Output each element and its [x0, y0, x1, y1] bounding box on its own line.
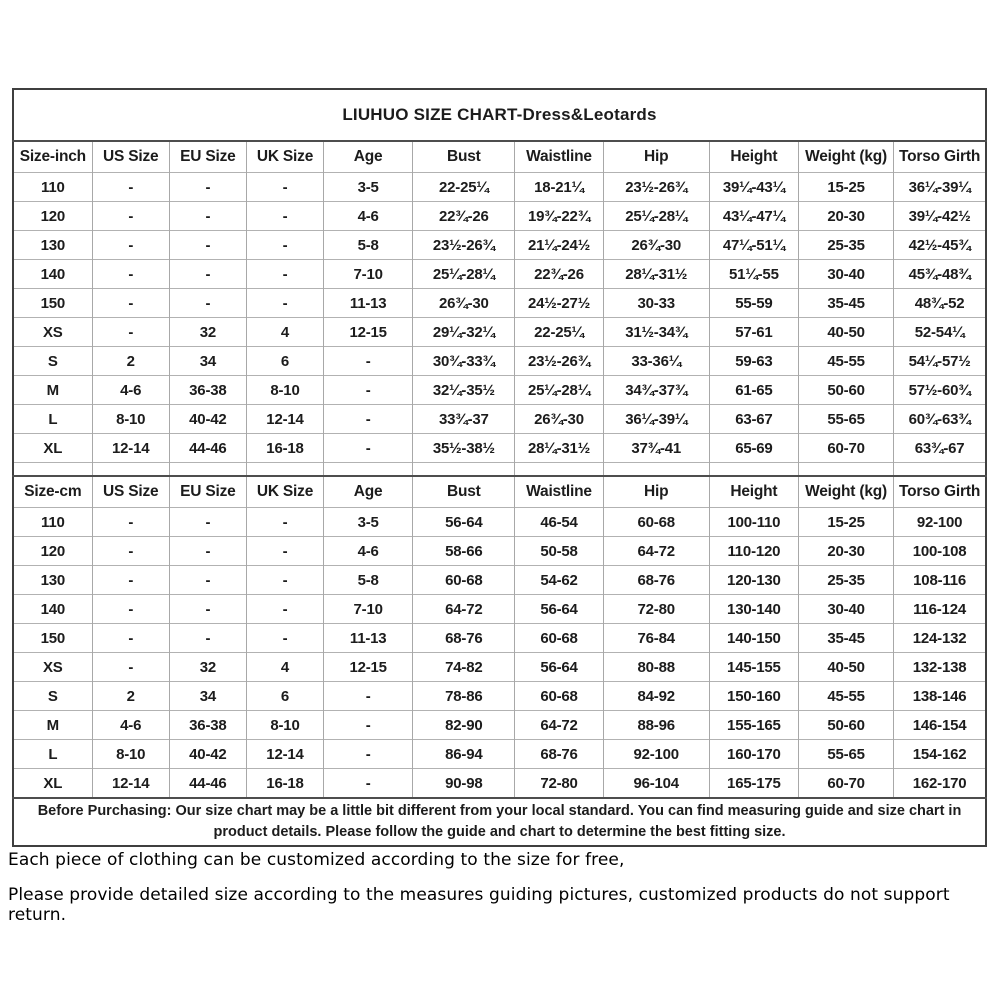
- measurement-cell: 54¼-57½: [894, 347, 986, 376]
- measurement-cell: 26¾-30: [603, 231, 709, 260]
- measurement-cell: 68-76: [515, 740, 603, 769]
- measurement-cell: 23½-26¾: [413, 231, 515, 260]
- measurement-cell: -: [92, 318, 169, 347]
- measurement-cell: 30-40: [798, 260, 893, 289]
- measurement-cell: 50-60: [798, 376, 893, 405]
- size-label-cell: XS: [13, 318, 92, 347]
- measurement-cell: 33¾-37: [413, 405, 515, 434]
- measurement-cell: 120-130: [709, 566, 798, 595]
- measurement-cell: 8-10: [92, 405, 169, 434]
- table-row: [13, 769, 986, 799]
- size-label-cell: L: [13, 740, 92, 769]
- measurement-cell: -: [324, 347, 413, 376]
- column-header-cm: Waistline: [515, 476, 603, 508]
- measurement-cell: 61-65: [709, 376, 798, 405]
- measurement-cell: 25¼-28¼: [515, 376, 603, 405]
- measurement-cell: 52-54¼: [894, 318, 986, 347]
- measurement-cell: 7-10: [324, 260, 413, 289]
- measurement-cell: 8-10: [92, 740, 169, 769]
- measurement-cell: 140-150: [709, 624, 798, 653]
- measurement-cell: 8-10: [246, 711, 323, 740]
- table-row: [13, 173, 986, 202]
- measurement-cell: 3-5: [324, 508, 413, 537]
- measurement-cell: -: [324, 682, 413, 711]
- measurement-cell: 116-124: [894, 595, 986, 624]
- column-header-inch: Waistline: [515, 141, 603, 173]
- table-row: [13, 476, 986, 508]
- measurement-cell: 34: [169, 682, 246, 711]
- measurement-cell: 3-5: [324, 173, 413, 202]
- table-row: [13, 231, 986, 260]
- column-header-cm: Weight (kg): [798, 476, 893, 508]
- measurement-cell: -: [246, 289, 323, 318]
- size-label-cell: 120: [13, 537, 92, 566]
- size-label-cell: 130: [13, 231, 92, 260]
- measurement-cell: -: [169, 624, 246, 653]
- measurement-cell: -: [246, 624, 323, 653]
- measurement-cell: -: [324, 376, 413, 405]
- measurement-cell: -: [169, 289, 246, 318]
- column-header-inch: EU Size: [169, 141, 246, 173]
- measurement-cell: -: [246, 537, 323, 566]
- measurement-cell: 40-50: [798, 318, 893, 347]
- measurement-cell: 2: [92, 347, 169, 376]
- measurement-cell: 60-68: [413, 566, 515, 595]
- table-row: [13, 463, 986, 477]
- table-row: [13, 711, 986, 740]
- spacer-cell: [709, 463, 798, 477]
- measurement-cell: -: [92, 595, 169, 624]
- measurement-cell: 12-14: [92, 769, 169, 799]
- measurement-cell: 63-67: [709, 405, 798, 434]
- spacer-cell: [92, 463, 169, 477]
- measurement-cell: -: [169, 202, 246, 231]
- measurement-cell: 6: [246, 682, 323, 711]
- measurement-cell: -: [324, 740, 413, 769]
- measurement-cell: -: [169, 566, 246, 595]
- measurement-cell: 92-100: [603, 740, 709, 769]
- measurement-cell: 50-58: [515, 537, 603, 566]
- measurement-cell: 68-76: [413, 624, 515, 653]
- measurement-cell: 36¼-39¼: [603, 405, 709, 434]
- measurement-cell: 60¾-63¾: [894, 405, 986, 434]
- measurement-cell: -: [169, 231, 246, 260]
- size-chart-table: [12, 88, 987, 847]
- measurement-cell: -: [169, 595, 246, 624]
- measurement-cell: 60-68: [515, 682, 603, 711]
- measurement-cell: 42½-45¾: [894, 231, 986, 260]
- measurement-cell: 138-146: [894, 682, 986, 711]
- spacer-cell: [515, 463, 603, 477]
- size-label-cell: 130: [13, 566, 92, 595]
- measurement-cell: -: [246, 202, 323, 231]
- spacer-cell: [798, 463, 893, 477]
- size-label-cell: M: [13, 711, 92, 740]
- measurement-cell: 145-155: [709, 653, 798, 682]
- measurement-cell: 40-42: [169, 405, 246, 434]
- table-row: [13, 405, 986, 434]
- measurement-cell: 154-162: [894, 740, 986, 769]
- measurement-cell: -: [324, 405, 413, 434]
- measurement-cell: 24½-27½: [515, 289, 603, 318]
- measurement-cell: -: [92, 508, 169, 537]
- measurement-cell: 21¼-24½: [515, 231, 603, 260]
- measurement-cell: 25-35: [798, 231, 893, 260]
- spacer-cell: [413, 463, 515, 477]
- measurement-cell: 25¼-28¼: [603, 202, 709, 231]
- measurement-cell: 44-46: [169, 434, 246, 463]
- measurement-cell: -: [92, 173, 169, 202]
- measurement-cell: 64-72: [515, 711, 603, 740]
- measurement-cell: 22¾-26: [413, 202, 515, 231]
- before-purchasing-note: Before Purchasing: Our size chart may be a little bit different from your local standard. You can find measuring guide and size chart in product details. Please follow the guide and chart to determine the best fitting size.: [13, 798, 986, 846]
- table-row: [13, 141, 986, 173]
- measurement-cell: -: [92, 566, 169, 595]
- spacer-cell: [169, 463, 246, 477]
- column-header-inch: Torso Girth: [894, 141, 986, 173]
- measurement-cell: 74-82: [413, 653, 515, 682]
- measurement-cell: 43¼-47¼: [709, 202, 798, 231]
- measurement-cell: 78-86: [413, 682, 515, 711]
- measurement-cell: 45-55: [798, 682, 893, 711]
- measurement-cell: 50-60: [798, 711, 893, 740]
- size-label-cell: 150: [13, 289, 92, 318]
- measurement-cell: -: [324, 434, 413, 463]
- measurement-cell: 80-88: [603, 653, 709, 682]
- measurement-cell: 76-84: [603, 624, 709, 653]
- measurement-cell: 4-6: [324, 202, 413, 231]
- measurement-cell: 4-6: [92, 376, 169, 405]
- measurement-cell: 84-92: [603, 682, 709, 711]
- table-row: [13, 347, 986, 376]
- table-row: [13, 537, 986, 566]
- measurement-cell: 22-25¼: [515, 318, 603, 347]
- measurement-cell: 25-35: [798, 566, 893, 595]
- column-header-inch: Height: [709, 141, 798, 173]
- size-label-cell: 110: [13, 173, 92, 202]
- measurement-cell: 132-138: [894, 653, 986, 682]
- measurement-cell: 110-120: [709, 537, 798, 566]
- column-header-cm: Height: [709, 476, 798, 508]
- measurement-cell: 23½-26¾: [515, 347, 603, 376]
- measurement-cell: 55-59: [709, 289, 798, 318]
- measurement-cell: 56-64: [515, 595, 603, 624]
- column-header-inch: Size-inch: [13, 141, 92, 173]
- measurement-cell: 32¼-35½: [413, 376, 515, 405]
- size-label-cell: XS: [13, 653, 92, 682]
- measurement-cell: -: [169, 537, 246, 566]
- measurement-cell: 18-21¼: [515, 173, 603, 202]
- measurement-cell: -: [92, 202, 169, 231]
- measurement-cell: 4-6: [324, 537, 413, 566]
- measurement-cell: -: [169, 260, 246, 289]
- measurement-cell: 29¼-32¼: [413, 318, 515, 347]
- measurement-cell: 155-165: [709, 711, 798, 740]
- measurement-cell: 31½-34¾: [603, 318, 709, 347]
- size-label-cell: M: [13, 376, 92, 405]
- customization-notes: [8, 850, 993, 940]
- measurement-cell: 57½-60¾: [894, 376, 986, 405]
- column-header-inch: Age: [324, 141, 413, 173]
- measurement-cell: -: [92, 537, 169, 566]
- table-row: [13, 434, 986, 463]
- table-row: [13, 376, 986, 405]
- measurement-cell: 23½-26¾: [603, 173, 709, 202]
- size-label-cell: XL: [13, 434, 92, 463]
- spacer-cell: [894, 463, 986, 477]
- spacer-cell: [246, 463, 323, 477]
- column-header-cm: EU Size: [169, 476, 246, 508]
- measurement-cell: 56-64: [515, 653, 603, 682]
- table-row: [13, 89, 986, 141]
- measurement-cell: 35-45: [798, 289, 893, 318]
- column-header-inch: UK Size: [246, 141, 323, 173]
- table-row: [13, 202, 986, 231]
- measurement-cell: -: [246, 231, 323, 260]
- measurement-cell: 11-13: [324, 289, 413, 318]
- table-row: [13, 260, 986, 289]
- measurement-cell: 7-10: [324, 595, 413, 624]
- column-header-inch: Hip: [603, 141, 709, 173]
- measurement-cell: -: [246, 566, 323, 595]
- column-header-inch: US Size: [92, 141, 169, 173]
- measurement-cell: 37¾-41: [603, 434, 709, 463]
- measurement-cell: 12-14: [246, 740, 323, 769]
- measurement-cell: 36-38: [169, 376, 246, 405]
- measurement-cell: 12-14: [246, 405, 323, 434]
- measurement-cell: 72-80: [603, 595, 709, 624]
- table-row: [13, 740, 986, 769]
- column-header-cm: UK Size: [246, 476, 323, 508]
- measurement-cell: -: [92, 260, 169, 289]
- table-row: [13, 624, 986, 653]
- spacer-cell: [324, 463, 413, 477]
- measurement-cell: 5-8: [324, 566, 413, 595]
- measurement-cell: -: [169, 173, 246, 202]
- measurement-cell: 68-76: [603, 566, 709, 595]
- measurement-cell: 46-54: [515, 508, 603, 537]
- measurement-cell: 28¼-31½: [515, 434, 603, 463]
- measurement-cell: -: [246, 173, 323, 202]
- size-label-cell: S: [13, 347, 92, 376]
- measurement-cell: -: [169, 508, 246, 537]
- measurement-cell: 25¼-28¼: [413, 260, 515, 289]
- measurement-cell: 57-61: [709, 318, 798, 347]
- measurement-cell: 47¼-51¼: [709, 231, 798, 260]
- column-header-cm: Size-cm: [13, 476, 92, 508]
- measurement-cell: 60-68: [603, 508, 709, 537]
- measurement-cell: -: [92, 231, 169, 260]
- measurement-cell: 12-14: [92, 434, 169, 463]
- spacer-cell: [13, 463, 92, 477]
- measurement-cell: -: [246, 260, 323, 289]
- measurement-cell: 162-170: [894, 769, 986, 799]
- column-header-cm: Torso Girth: [894, 476, 986, 508]
- measurement-cell: 26¾-30: [413, 289, 515, 318]
- measurement-cell: 34: [169, 347, 246, 376]
- measurement-cell: 65-69: [709, 434, 798, 463]
- measurement-cell: 12-15: [324, 653, 413, 682]
- measurement-cell: 5-8: [324, 231, 413, 260]
- table-row: [13, 318, 986, 347]
- measurement-cell: 36-38: [169, 711, 246, 740]
- measurement-cell: 90-98: [413, 769, 515, 799]
- column-header-cm: Bust: [413, 476, 515, 508]
- measurement-cell: 16-18: [246, 434, 323, 463]
- table-row: [13, 595, 986, 624]
- size-label-cell: 150: [13, 624, 92, 653]
- measurement-cell: 150-160: [709, 682, 798, 711]
- measurement-cell: -: [246, 508, 323, 537]
- measurement-cell: 35½-38½: [413, 434, 515, 463]
- measurement-cell: -: [92, 289, 169, 318]
- measurement-cell: 92-100: [894, 508, 986, 537]
- measurement-cell: 100-108: [894, 537, 986, 566]
- measurement-cell: 32: [169, 653, 246, 682]
- measurement-cell: 20-30: [798, 202, 893, 231]
- measurement-cell: 30-40: [798, 595, 893, 624]
- measurement-cell: 146-154: [894, 711, 986, 740]
- measurement-cell: 30¾-33¾: [413, 347, 515, 376]
- measurement-cell: 28¼-31½: [603, 260, 709, 289]
- table-row: [13, 682, 986, 711]
- measurement-cell: 22-25¼: [413, 173, 515, 202]
- column-header-inch: Weight (kg): [798, 141, 893, 173]
- measurement-cell: 22¾-26: [515, 260, 603, 289]
- measurement-cell: 58-66: [413, 537, 515, 566]
- measurement-cell: 32: [169, 318, 246, 347]
- measurement-cell: 130-140: [709, 595, 798, 624]
- table-row: [13, 289, 986, 318]
- measurement-cell: -: [324, 711, 413, 740]
- measurement-cell: 88-96: [603, 711, 709, 740]
- measurement-cell: 60-70: [798, 769, 893, 799]
- measurement-cell: 45-55: [798, 347, 893, 376]
- measurement-cell: 82-90: [413, 711, 515, 740]
- size-chart: [12, 88, 987, 847]
- measurement-cell: 26¾-30: [515, 405, 603, 434]
- column-header-cm: US Size: [92, 476, 169, 508]
- column-header-inch: Bust: [413, 141, 515, 173]
- chart-title: LIUHUO SIZE CHART-Dress&Leotards: [342, 105, 657, 124]
- size-label-cell: L: [13, 405, 92, 434]
- size-label-cell: XL: [13, 769, 92, 799]
- table-row: [13, 508, 986, 537]
- size-label-cell: 120: [13, 202, 92, 231]
- measurement-cell: -: [92, 624, 169, 653]
- measurement-cell: 8-10: [246, 376, 323, 405]
- measurement-cell: 2: [92, 682, 169, 711]
- measurement-cell: 48¾-52: [894, 289, 986, 318]
- measurement-cell: 16-18: [246, 769, 323, 799]
- table-row: [13, 566, 986, 595]
- measurement-cell: 36¼-39¼: [894, 173, 986, 202]
- measurement-cell: 55-65: [798, 405, 893, 434]
- spacer-cell: [603, 463, 709, 477]
- measurement-cell: 64-72: [413, 595, 515, 624]
- measurement-cell: 59-63: [709, 347, 798, 376]
- measurement-cell: 51¼-55: [709, 260, 798, 289]
- measurement-cell: 19¾-22¾: [515, 202, 603, 231]
- measurement-cell: 33-36¼: [603, 347, 709, 376]
- column-header-cm: Age: [324, 476, 413, 508]
- measurement-cell: 39¼-43¼: [709, 173, 798, 202]
- measurement-cell: 11-13: [324, 624, 413, 653]
- measurement-cell: 96-104: [603, 769, 709, 799]
- measurement-cell: 160-170: [709, 740, 798, 769]
- measurement-cell: 34¾-37¾: [603, 376, 709, 405]
- measurement-cell: 4: [246, 653, 323, 682]
- measurement-cell: 108-116: [894, 566, 986, 595]
- measurement-cell: 60-68: [515, 624, 603, 653]
- table-row: [13, 798, 986, 846]
- measurement-cell: 15-25: [798, 173, 893, 202]
- measurement-cell: 72-80: [515, 769, 603, 799]
- measurement-cell: 55-65: [798, 740, 893, 769]
- size-label-cell: 140: [13, 595, 92, 624]
- size-label-cell: 140: [13, 260, 92, 289]
- table-row: [13, 653, 986, 682]
- measurement-cell: 100-110: [709, 508, 798, 537]
- measurement-cell: -: [246, 595, 323, 624]
- measurement-cell: 4-6: [92, 711, 169, 740]
- measurement-cell: 45¾-48¾: [894, 260, 986, 289]
- measurement-cell: -: [324, 769, 413, 799]
- measurement-cell: 40-42: [169, 740, 246, 769]
- customization-note-free: Each piece of clothing can be customized according to the size for free,: [8, 850, 625, 870]
- size-label-cell: 110: [13, 508, 92, 537]
- measurement-cell: 56-64: [413, 508, 515, 537]
- measurement-cell: 86-94: [413, 740, 515, 769]
- measurement-cell: 35-45: [798, 624, 893, 653]
- measurement-cell: 64-72: [603, 537, 709, 566]
- size-label-cell: S: [13, 682, 92, 711]
- measurement-cell: 124-132: [894, 624, 986, 653]
- measurement-cell: 20-30: [798, 537, 893, 566]
- measurement-cell: 63¾-67: [894, 434, 986, 463]
- measurement-cell: 54-62: [515, 566, 603, 595]
- measurement-cell: 15-25: [798, 508, 893, 537]
- measurement-cell: 44-46: [169, 769, 246, 799]
- measurement-cell: 12-15: [324, 318, 413, 347]
- column-header-cm: Hip: [603, 476, 709, 508]
- measurement-cell: 4: [246, 318, 323, 347]
- measurement-cell: 165-175: [709, 769, 798, 799]
- measurement-cell: 39¼-42½: [894, 202, 986, 231]
- measurement-cell: 30-33: [603, 289, 709, 318]
- measurement-cell: 60-70: [798, 434, 893, 463]
- customization-note-return: Please provide detailed size according to the measures guiding pictures, customized products do not support return.: [8, 885, 950, 925]
- measurement-cell: 6: [246, 347, 323, 376]
- measurement-cell: -: [92, 653, 169, 682]
- measurement-cell: 40-50: [798, 653, 893, 682]
